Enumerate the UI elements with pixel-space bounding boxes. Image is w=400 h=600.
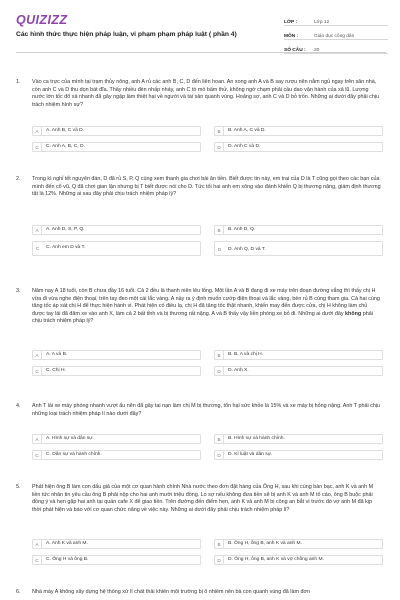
option-d[interactable] bbox=[214, 366, 383, 376]
page-title: Các hình thức thực hiện pháp luận, vi phạm phạm pháp luật ( phần 4) bbox=[16, 31, 237, 38]
question-number: 5. bbox=[16, 484, 21, 490]
meta-value: 20 bbox=[314, 48, 320, 53]
option-letter: A bbox=[33, 351, 42, 359]
option-letter: B bbox=[215, 351, 224, 359]
meta-value: Giáo dục công dân bbox=[314, 34, 355, 39]
question-number: 2. bbox=[16, 176, 21, 182]
option-text: A. Anh K và anh M. bbox=[46, 541, 88, 546]
option-d[interactable] bbox=[214, 450, 383, 460]
question-text-emphasis: không bbox=[345, 310, 362, 317]
option-text: C. Anh A, B, C, D. bbox=[46, 144, 85, 149]
option-text: B. Anh D, Q. bbox=[228, 227, 256, 232]
option-a[interactable] bbox=[32, 434, 201, 444]
option-letter: D bbox=[215, 451, 224, 459]
option-d[interactable] bbox=[214, 142, 383, 152]
question-text: Nhà máy A không xây dựng hệ thống xử lí chất thải khiến môi trường bị ô nhiễm nên bà con quanh vùng đã làm đơn bbox=[32, 589, 311, 595]
option-a[interactable] bbox=[32, 539, 201, 549]
question-text-main: Năm nay A 18 tuổi, còn B chưa đầy 16 tuổi. Cả 2 đều là thanh niên lêu lổng. Một lần A và B đang đi xe máy trên đoạn đường vắng thì thấy chị H vừa đi vừa nghe điện thoại, trên tay đeo một cái lắc vàng. A này ra ý định muốn cướp điện thoại và lắc vàng, bèn rủ B cùng tham gia. Cả hai cùng tăng tốc áp sát chị H để thực hiện hành vi. Phát hiện có điều lạ, chị H đã tăng tốc thật nhanh, khiến may đến được cửa, chị H không làm chủ được tay lái đã đâm xe vào anh X, làm cả 2 bất tỉnh và bị thương rất nặng. A và B thấy vậy liền phóng xe bỏ đi. Những ai dưới đây bbox=[32, 288, 380, 317]
option-b[interactable] bbox=[214, 126, 383, 136]
question-6 bbox=[16, 589, 386, 599]
option-a[interactable] bbox=[32, 225, 201, 235]
option-letter: C bbox=[33, 143, 42, 151]
meta-label: SỐ CÂU : bbox=[284, 48, 306, 53]
question-number: 6. bbox=[16, 589, 21, 595]
option-letter: A bbox=[33, 540, 42, 548]
question-text: Vào ca trực của mình tại trạm thủy nông, anh A rủ các anh B, C, D đến liên hoan. An xong anh A và B say rượu nên nằm ngủ ngay trên sân nhà, còn anh C và D thu dọn bát đĩa. Thấy nhiều đèn nhấp nháy, anh C tò mò bấm thử, không ngờ chạm phải cầu dao vận hành của xả lũ. Lượng nước lớn tốc đổ xả nhanh đã gây ngập làm thiệt hại về người và tài sản quanh vùng. Hoảng sợ, anh C và D bỏ trốn. Những ai dưới đây phải chịu trách nhiệm hình sự? bbox=[32, 79, 380, 108]
option-a[interactable] bbox=[32, 126, 201, 136]
option-b[interactable] bbox=[214, 434, 383, 444]
option-text: A. Anh D, S, P, Q. bbox=[46, 227, 85, 232]
question-text: Trong kì nghỉ tết nguyên đán, D đã rủ S, P, Q cùng xem thanh gia chơi bài ăn tiền. Biết được tin này, em trai của D là T cũng gọi theo các bạn của mình đến cổ vũ. Q đã chơi gian lận nhưng bị T biết được nói cho D. Tức tối hai anh em xông vào đánh khiến Q bị thương nặng, giám định thương tật là 12%. Những ai sau đây phải chịu trách nhiệm pháp lý? bbox=[32, 176, 381, 198]
option-letter: D bbox=[215, 556, 224, 564]
option-text: A. Anh B, C và D. bbox=[46, 128, 85, 133]
option-c[interactable] bbox=[32, 450, 201, 460]
option-letter: B bbox=[215, 540, 224, 548]
option-text: D. Anh C và D. bbox=[228, 144, 261, 149]
question-text-tail: phải chịu trách nhiệm pháp lý? bbox=[32, 310, 373, 325]
option-letter: B bbox=[215, 127, 224, 135]
question-number: 4. bbox=[16, 403, 21, 409]
option-text: C. Anh em D và T. bbox=[46, 244, 86, 250]
header-divider bbox=[16, 52, 386, 53]
option-text: D. Anh X. bbox=[228, 368, 249, 373]
meta-row-class bbox=[284, 14, 388, 26]
option-c[interactable] bbox=[32, 241, 201, 256]
option-a[interactable] bbox=[32, 350, 201, 360]
option-c[interactable] bbox=[32, 142, 201, 152]
option-letter: C bbox=[33, 367, 42, 375]
option-text: D. Anh Q, D và T. bbox=[228, 246, 266, 252]
option-c[interactable] bbox=[32, 366, 201, 376]
option-letter: C bbox=[33, 451, 42, 459]
question-number: 1. bbox=[16, 79, 21, 85]
option-letter: A bbox=[33, 127, 42, 135]
option-letter: D bbox=[215, 367, 224, 375]
option-letter: B bbox=[215, 226, 224, 234]
option-letter: A bbox=[33, 435, 42, 443]
option-letter: D bbox=[217, 246, 222, 252]
option-text: B. Anh A, C và D. bbox=[228, 128, 266, 133]
option-d[interactable] bbox=[214, 555, 383, 565]
option-d[interactable] bbox=[214, 241, 383, 256]
meta-row-subject bbox=[284, 28, 388, 40]
option-text: C. Ông H và ông B. bbox=[46, 557, 89, 562]
option-letter: B bbox=[215, 435, 224, 443]
option-text: D. Kỉ luật và dân sự. bbox=[228, 452, 273, 457]
option-letter: A bbox=[33, 226, 42, 234]
quizizz-logo: QUIZIZZ bbox=[16, 13, 68, 27]
option-c[interactable] bbox=[32, 555, 201, 565]
option-text: B. B, A và chị H. bbox=[228, 352, 264, 357]
option-text: A. Hình sự và dân sự. bbox=[46, 436, 94, 441]
question-text bbox=[32, 288, 381, 326]
option-b[interactable] bbox=[214, 539, 383, 549]
option-text: B. Hình sự và hành chính. bbox=[228, 436, 285, 441]
option-b[interactable] bbox=[214, 350, 383, 360]
question-number: 3. bbox=[16, 288, 21, 294]
option-text: D. Ông H, ông B, anh K và vợ chồng anh M. bbox=[228, 557, 324, 562]
option-text: C. Dân sự và hành chính. bbox=[46, 452, 102, 457]
question-text: Anh T lái xe máy phóng nhanh vượt ẩu nên đã gây tai nạn làm chị M bị thương, tổn hại sức khỏe là 15% và xe máy bị hỏng nặng. Anh T phải chịu những loại trách nhiệm pháp lí nào dưới đây? bbox=[32, 403, 381, 417]
meta-label: LỚP : bbox=[284, 20, 298, 25]
option-text: C. Chị H. bbox=[46, 368, 66, 373]
meta-label: MÔN : bbox=[284, 34, 299, 39]
option-text: B. Ông H, ông B, anh K và anh M. bbox=[228, 541, 302, 546]
option-letter: D bbox=[215, 143, 224, 151]
option-text: A. A và B. bbox=[46, 352, 68, 357]
option-b[interactable] bbox=[214, 225, 383, 235]
header bbox=[16, 10, 386, 52]
meta-value: Lớp 12 bbox=[314, 20, 330, 25]
question-text: Phát hiện ông B làm con dấu giả của một cơ quan hành chính Nhà nước theo đơn đặt hàng của Ông H, sau khi cùng bàn bạc, anh K và anh M liền tức nhân tin yêu cầu ông B phải nộp cho hai anh mười triệu đồng. Lo sợ nếu không đưa tiền sẽ bị anh K và anh M tố cáo, ông B buộc phải đồng ý và hẹn gặp hai anh tại quán cafe X để giao tiền. Trên đường đến điểm hẹn, anh K và anh M bị công an bắt vì trước đó vợ anh M đã kịp thời phát hiện và báo với cơ quan chức năng về việc này. Những ai dưới đây phải chịu trách nhiệm pháp lí? bbox=[32, 484, 374, 513]
option-letter: C bbox=[35, 245, 40, 251]
meta-table bbox=[284, 14, 388, 56]
option-letter: C bbox=[33, 556, 42, 564]
